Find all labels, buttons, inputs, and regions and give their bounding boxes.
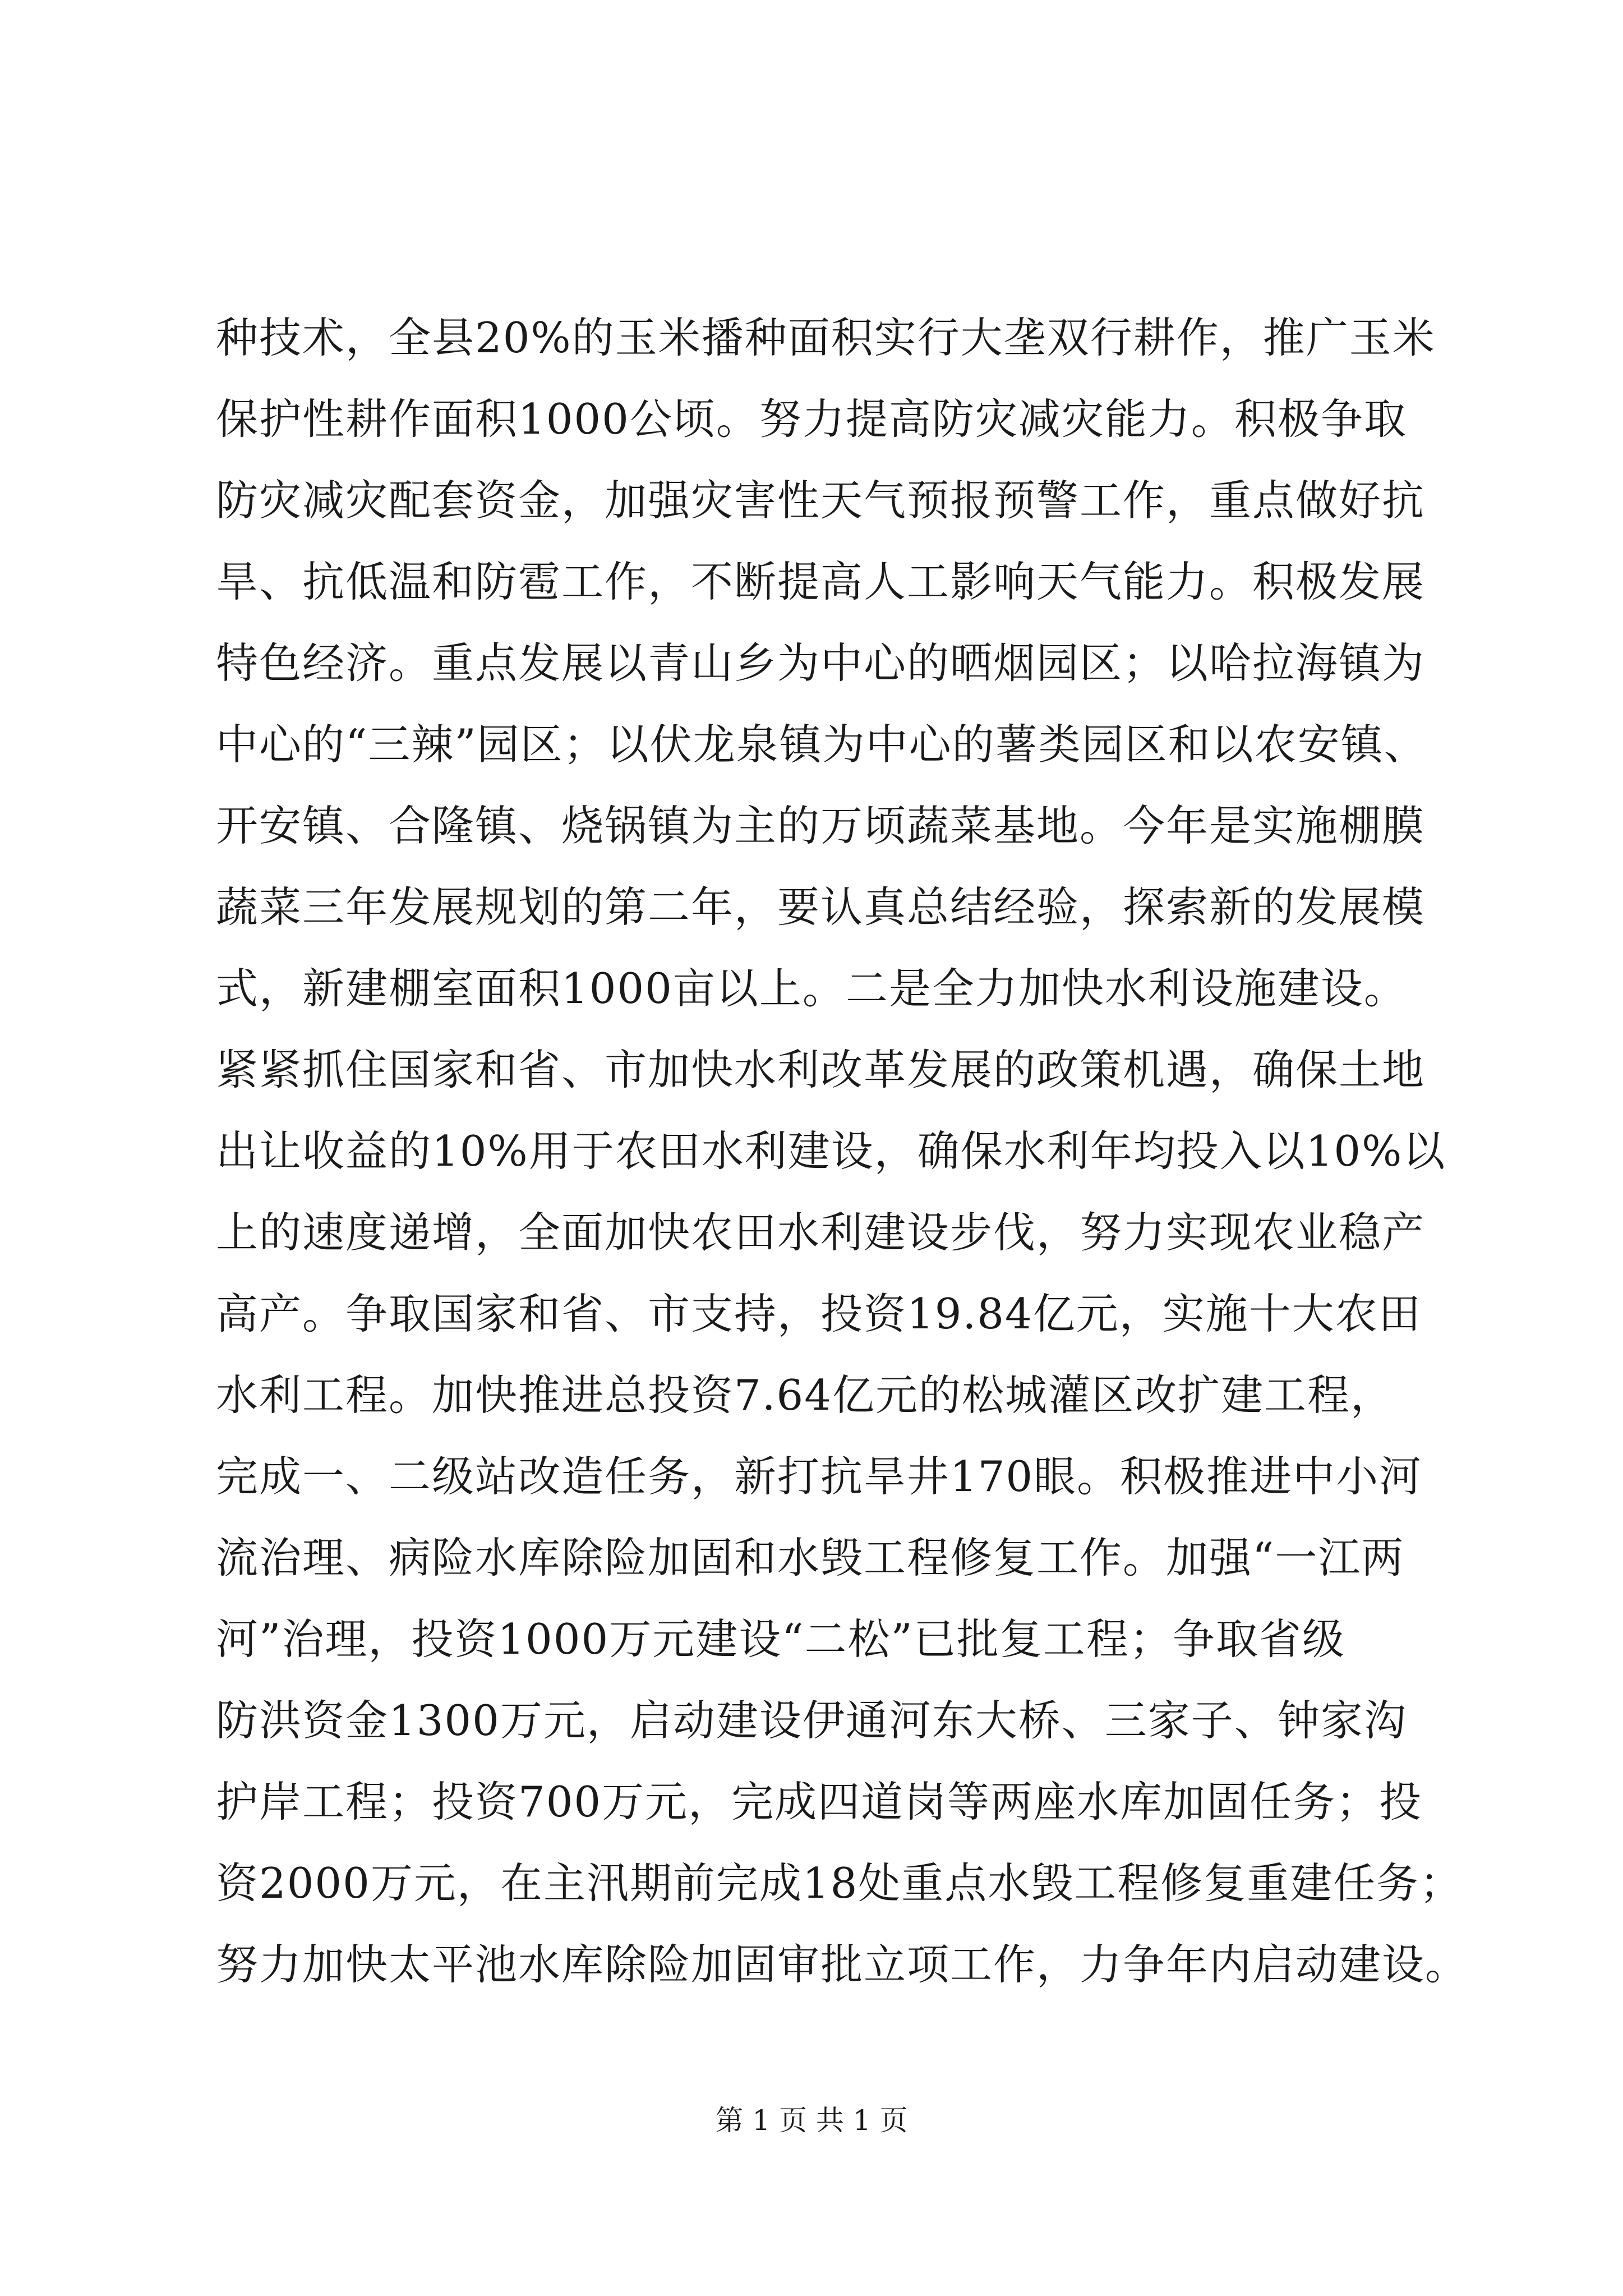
text-line: 保护性耕作面积1000公顷。努力提高防灾减灾能力。积极争取 bbox=[216, 394, 1407, 444]
page-number-footer: 第 1 页 共 1 页 bbox=[715, 2104, 908, 2137]
text-line: 完成一、二级站改造任务，新打抗旱井170眼。积极推进中小河 bbox=[216, 1452, 1423, 1501]
text-line: 资2000万元，在主汛期前完成18处重点水毁工程修复重建任务； bbox=[216, 1858, 1463, 1908]
text-line: 种技术，全县20%的玉米播种面积实行大垄双行耕作，推广玉米 bbox=[216, 313, 1436, 362]
text-line: 上的速度递增，全面加快农田水利建设步伐，努力实现农业稳产 bbox=[216, 1208, 1426, 1257]
text-line: 式，新建棚室面积1000亩以上。二是全力加快水利设施建设。 bbox=[216, 964, 1407, 1013]
text-line: 高产。争取国家和省、市支持，投资19.84亿元，实施十大农田 bbox=[216, 1289, 1422, 1338]
text-line: 出让收益的10%用于农田水利建设，确保水利年均投入以10%以 bbox=[216, 1126, 1446, 1176]
text-line: 防灾减灾配套资金，加强灾害性天气预报预警工作，重点做好抗 bbox=[216, 476, 1426, 525]
text-line: 河”治理，投资1000万元建设“二松”已批复工程；争取省级 bbox=[216, 1614, 1345, 1664]
text-line: 中心的“三辣”园区；以伏龙泉镇为中心的薯类园区和以农安镇、 bbox=[216, 720, 1427, 769]
text-line: 紧紧抓住国家和省、市加快水利改革发展的政策机遇，确保土地 bbox=[216, 1045, 1426, 1094]
text-line: 旱、抗低温和防雹工作，不断提高人工影响天气能力。积极发展 bbox=[216, 557, 1426, 606]
text-line: 流治理、病险水库除险加固和水毁工程修复工作。加强“一江两 bbox=[216, 1533, 1405, 1582]
text-line: 蔬菜三年发展规划的第二年，要认真总结经验，探索新的发展模 bbox=[216, 882, 1426, 932]
text-line: 护岸工程；投资700万元，完成四道岗等两座水库加固任务；投 bbox=[216, 1777, 1423, 1826]
text-line: 防洪资金1300万元，启动建设伊通河东大桥、三家子、钟家沟 bbox=[216, 1696, 1407, 1745]
text-line: 开安镇、合隆镇、烧锅镇为主的万顷蔬菜基地。今年是实施棚膜 bbox=[216, 801, 1426, 850]
text-line: 努力加快太平池水库除险加固审批立项工作，力争年内启动建设。 bbox=[216, 1940, 1469, 1989]
text-line: 水利工程。加快推进总投资7.64亿元的松城灌区改扩建工程， bbox=[216, 1370, 1394, 1420]
text-line: 特色经济。重点发展以青山乡为中心的晒烟园区；以哈拉海镇为 bbox=[216, 638, 1426, 688]
body-text bbox=[216, 297, 1469, 2005]
